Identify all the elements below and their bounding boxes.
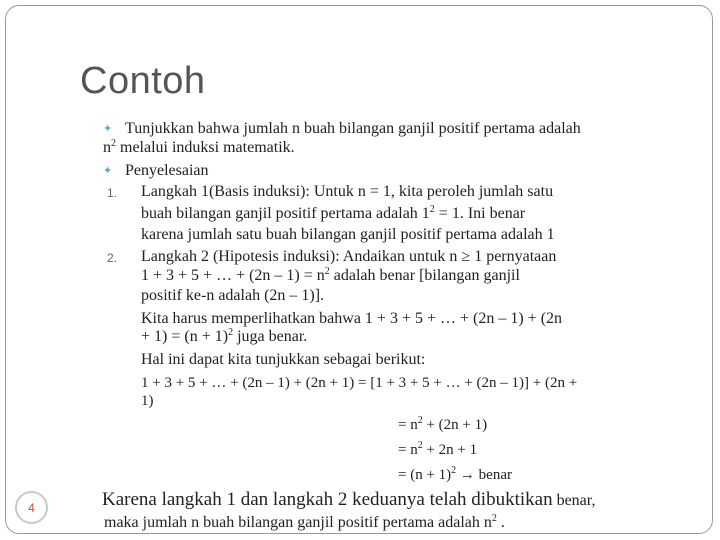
step-1-line-2: buah bilangan ganjil positif pertama adalah $1^2 = 1$. Ini benar xyxy=(141,204,526,222)
step-1-line-1: Langkah 1(Basis induksi): Untuk n = 1, kita peroleh jumlah satu xyxy=(141,183,554,200)
step-1-line-3: karena jumlah satu buah bilangan ganjil positif pertama adalah 1 xyxy=(141,226,555,243)
intro-line-2: $n^2$ melalui induksi matematik. xyxy=(103,138,295,156)
derivation-eq-2: = $n^2 + 2n + 1$ xyxy=(398,440,478,458)
derivation-eq-1: = $n^2 + (2n + 1)$ xyxy=(398,415,488,433)
intro-line-1: Tunjukkan bahwa jumlah n buah bilangan ganjil positif pertama adalah xyxy=(125,120,581,137)
step-2-number: 2. xyxy=(107,251,118,265)
page-number-badge: 4 xyxy=(15,491,48,524)
conclusion-line-2: maka jumlah n buah bilangan ganjil positif pertama adalah $n^2$ . xyxy=(104,513,505,531)
step-2-line-5: + $1) = (n + 1)^2$ juga benar. xyxy=(141,327,308,345)
solution-heading: Penyelesaian xyxy=(125,162,209,179)
arrow-right-icon: → xyxy=(459,467,475,483)
slide-title: Contoh xyxy=(80,60,206,102)
derivation-eq-3: = $(n + 1)^2$ → benar xyxy=(398,465,512,483)
derivation-line-1: 1 + 3 + 5 + … + (2n – 1) + (2n + 1) = [1 + 3 + 5 + … + (2n – 1)] + (2n + xyxy=(141,375,578,391)
bullet-icon: ✦ xyxy=(103,123,113,135)
step-2-line-4: Kita harus memperlihatkan bahwa 1 + 3 + 5 + … + (2n – 1) + (2n xyxy=(141,310,563,327)
step-2-line-2: 1 + 3 + 5 + … + $(2n - 1) = n^2$ adalah benar [bilangan ganjil xyxy=(141,266,520,284)
step-1-number: 1. xyxy=(107,186,118,200)
step-2-line-3: positif ke-n adalah (2n – 1)]. xyxy=(141,287,325,304)
bullet-icon: ✦ xyxy=(103,165,113,177)
step-2-line-6: Hal ini dapat kita tunjukkan sebagai berikut: xyxy=(141,351,426,368)
step-2-line-1: Langkah 2 (Hipotesis induksi): Andaikan untuk n ≥ 1 pernyataan xyxy=(141,248,557,265)
conclusion-line-1: Karena langkah 1 dan langkah 2 keduanya telah dibuktikan benar, xyxy=(102,489,596,510)
derivation-line-2: 1) xyxy=(141,393,154,409)
